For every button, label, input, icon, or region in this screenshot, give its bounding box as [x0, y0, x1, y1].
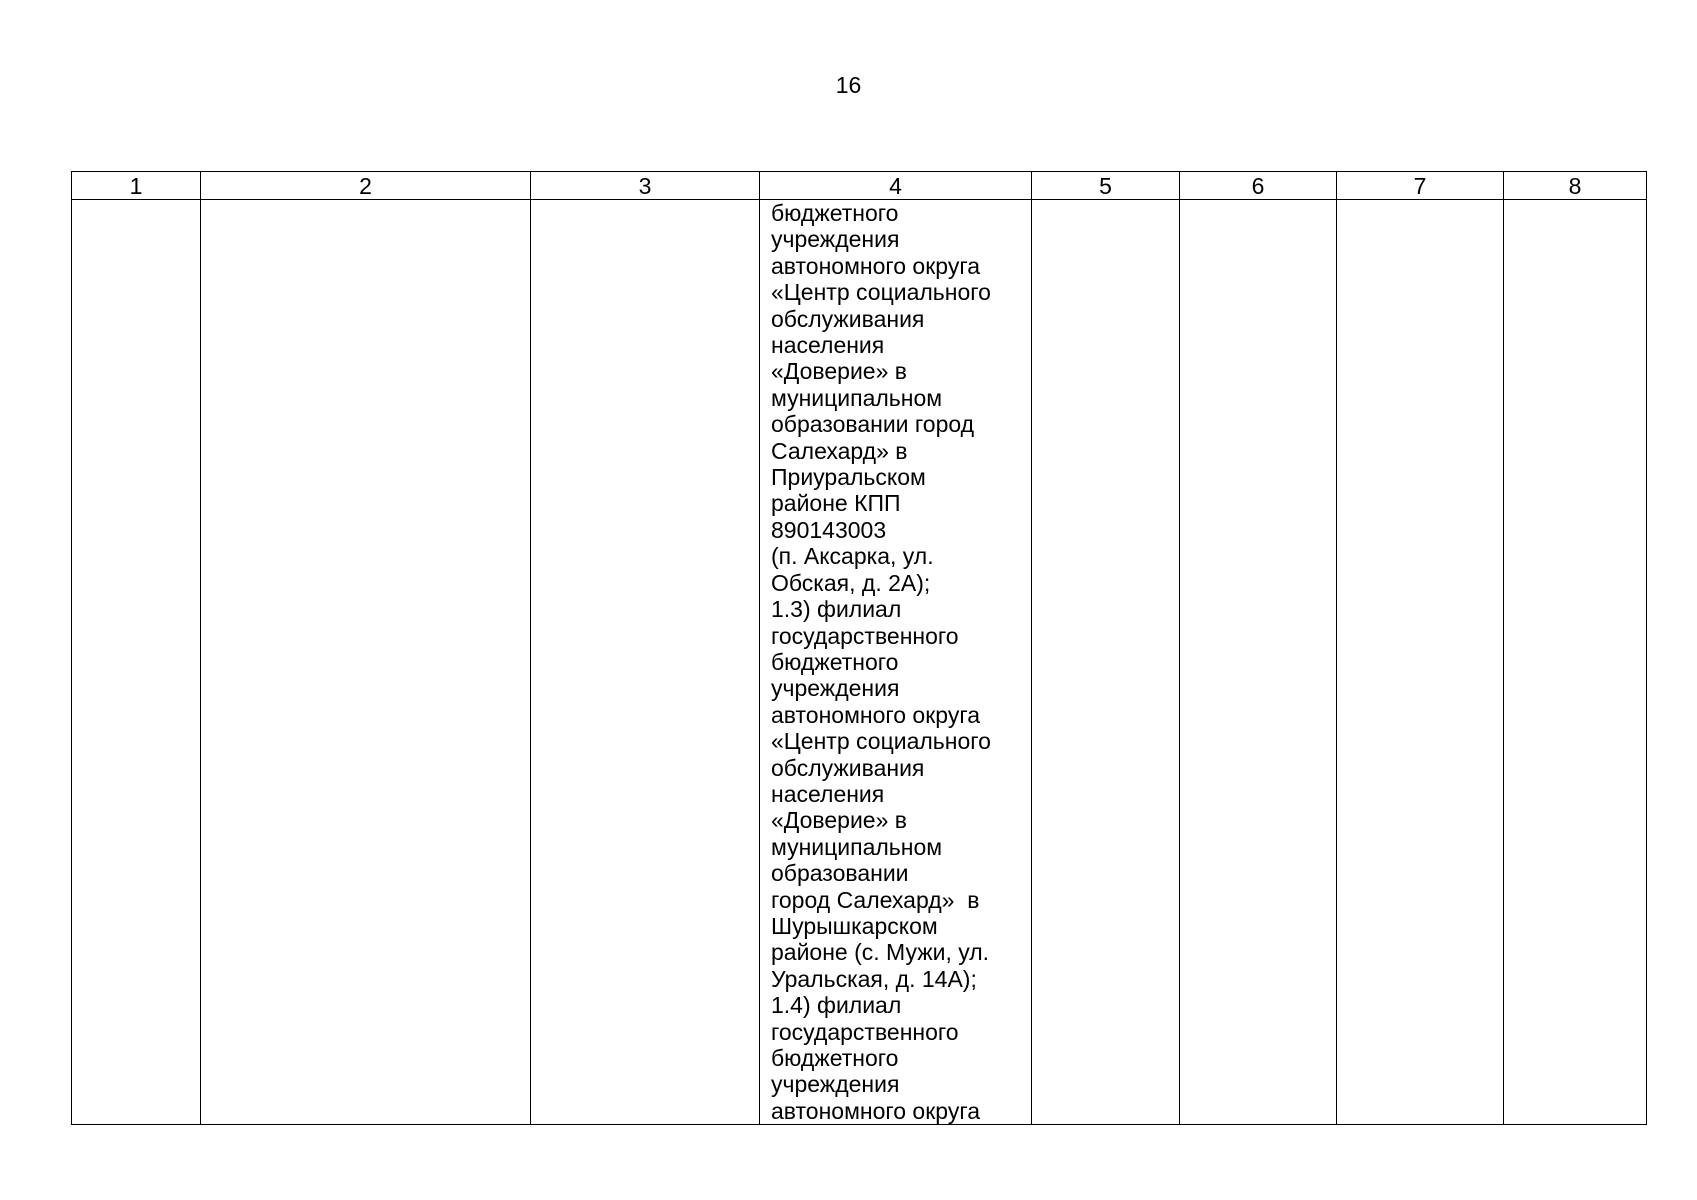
column-header-1: 1	[72, 172, 201, 200]
column-header-6: 6	[1180, 172, 1337, 200]
table-cell-col3	[531, 200, 760, 1125]
table-cell-col6	[1180, 200, 1337, 1125]
table-cell-col5	[1032, 200, 1180, 1125]
table-cell-col1	[72, 200, 201, 1125]
page-number: 16	[835, 72, 862, 98]
table-cell-col2	[201, 200, 531, 1125]
column-header-2: 2	[201, 172, 531, 200]
column-header-4: 4	[760, 172, 1032, 200]
table-cell-col7	[1337, 200, 1504, 1125]
column-header-3: 3	[531, 172, 760, 200]
institution-description-text: бюджетного учреждения автономного округа «Центр социального обслуживания населения «Доверие» в муниципальном образовании город Салехард» в Приуральском районе КПП 890143003 (п. Аксарка, ул. Обская, д. 2А); 1.3) филиал государственного бюджетного учреждения автономного округа «Центр социального обслуживания населения «Доверие» в муниципальном образовании город Салехард» в Шурышкарском районе (с. Мужи, ул. Уральская, д. 14А); 1.4) филиал государственного бюджетного учреждения автономного округа	[771, 200, 991, 1124]
column-header-8: 8	[1504, 172, 1647, 200]
table-row	[72, 200, 1647, 1125]
document-table	[71, 171, 1647, 1125]
table-cell-col4	[760, 200, 1032, 1125]
table-cell-col8	[1504, 200, 1647, 1125]
column-header-5: 5	[1032, 172, 1180, 200]
table-header-row	[72, 172, 1647, 200]
column-header-7: 7	[1337, 172, 1504, 200]
